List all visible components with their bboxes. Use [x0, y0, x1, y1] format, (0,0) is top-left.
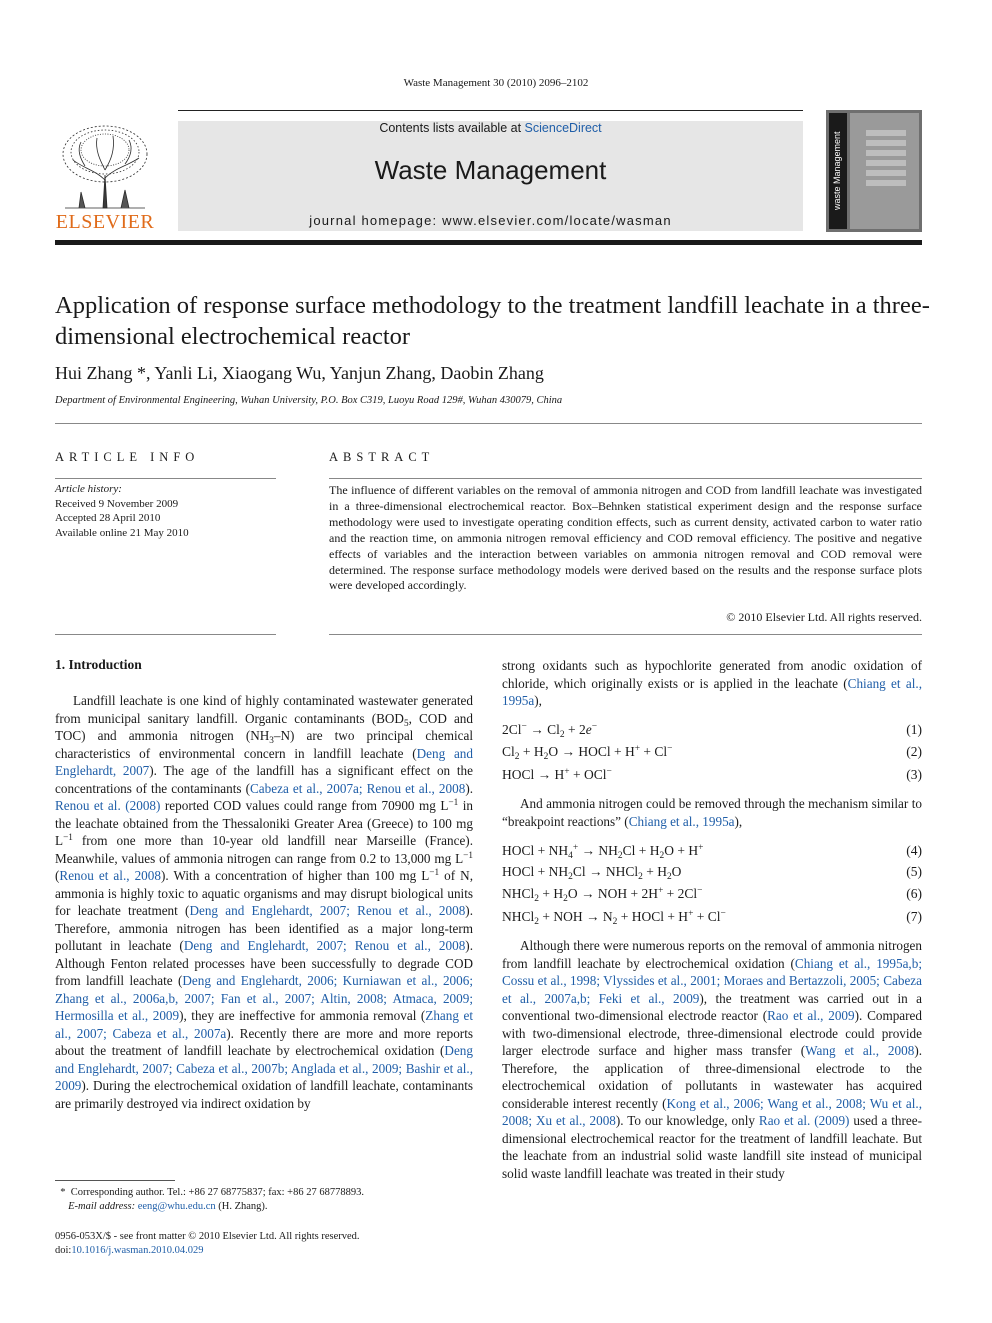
issn-doi: 0956-053X/$ - see front matter © 2010 Elsevier Ltd. All rights reserved. doi:10.1016/j.wasman.2010.04.029 — [55, 1231, 360, 1256]
equation-6: NHCl$_2$ + $H_2O$ → NOH + 2H+ + 2Cl− — [502, 886, 703, 904]
abstract-rule — [329, 478, 922, 479]
section-heading-introduction: 1. Introduction — [55, 657, 142, 672]
equation-number: (5) — [906, 864, 922, 879]
sciencedirect-link[interactable]: ScienceDirect — [524, 121, 602, 135]
citation-link[interactable]: Chiang et al., 1995a — [502, 675, 922, 708]
citation-link[interactable]: Rao et al. (2009) — [758, 1113, 850, 1128]
affiliation: Department of Environmental Engineering, Wuhan University, P.O. Box C319, Luoyu Road 129#, Wuhan 430079, China — [55, 395, 563, 406]
article-info-heading: ARTICLE INFO — [55, 450, 200, 464]
citation-link[interactable]: Kong et al., 2006; Wang et al., 2008; Wu et al., 2008; Xu et al., 2008 — [502, 1095, 922, 1128]
header-rule — [178, 110, 803, 111]
email-link[interactable]: eeng@whu.edu.cn — [137, 1201, 216, 1212]
equation-4: HOCl + $NH_4^+ \to NH_2Cl + H_2O + H^+$ — [502, 843, 704, 861]
intro-paragraph-3: Although there were numerous reports on the removal of ammonia nitrogen from landfill leachate by electrochemical oxidation (Chiang et al., 1995a,b; Cossu et al., 1998; Vlyssides et al., 2001; Moraes and Bertazzoli, 2005; Cabeza et al., 2007a,b; Feki et al., 2009), the treatment was carried out in a conventional two-dimensional electrode reactor (Rao et al., 2009). Compared with two-dimensional electrode, three-dimensional electrode could provide larger electrode surface and higher mass transfer (Wang et al., 2008). Therefore, the application of three-dimensional electrode to the electrochemical oxidation of pollutants in wastewater has acquired considerable interest recently (Kong et al., 2006; Wang et al., 2008; Wu et al., 2008; Xu et al., 2008). To our knowledge, only Rao et al. (2009) used a three-dimensional electrochemical reactor for the treatment of landfill leachate. But the leachate from an industrial solid waste landfill site instead of municipal solid waste landfill leachate was treated in their study — [502, 938, 923, 1181]
equation-number: (1) — [906, 722, 922, 737]
equation-7: NHCl$_2$ + NOH → $N_2$ + HOCl + H+ + Cl− — [502, 909, 726, 927]
citation-link[interactable]: Deng and Englehardt, 2007; Renou et al., 2008 — [189, 903, 466, 918]
accepted-date: Accepted 28 April 2010 — [55, 512, 161, 524]
intro-paragraph-1: Landfill leachate is one kind of highly contaminated wastewater generated from municipal sanitary landfill. Organic contaminants ($BOD_5$, COD and TOC) and ammonia nitrogen $(NH_3-N)$ are two principal chemical characteristics of environmental concern in landfill leachate (Deng and Englehardt, 2007). The age of the landfill has a significant effect on the concentrations of the contaminants (Cabeza et al., 2007a; Renou et al., 2008). Renou et al. (2008) reported COD values could range from 70900 mg $L^{-1}$ in the leachate obtained from the Thessaloniki Greater Area (Greece) to 100 mg $L^{-1}$ from one more than 10-year old landfill near Marseille (France). Meanwhile, values of ammonia nitrogen can range from 0.2 to 13,000 mg $L^{-1}$ (Renou et al., 2008). With a concentration of higher than 100 mg $L^{-1}$ of N, ammonia is highly toxic to aquatic organisms and may disrupt biological units for leachate treatment (Deng and Englehardt, 2007; Renou et al., 2008). Therefore, ammonia nitrogen has been identified as a major long-term pollutant in leachate (Deng and Englehardt, 2007; Renou et al., 2008). Although Fenton related processes have been successfully to degrade COD from landfill leachate (Deng and Englehardt, 2006; Kurniawan et al., 2006; Zhang et al., 2006a,b, 2007; Fan et al., 2007; Altin, 2008; Atmaca, 2009; Hermosilla et al., 2009), they are ineffective for ammonia removal (Zhang et al., 2007; Cabeza et al., 2007a). Recently there are more and more reports about the treatment of landfill leachate by electrochemical oxidation (Deng and Englehardt, 2007; Cabeza et al., 2007b; Anglada et al., 2009; Bashir et al., 2009). During the electrochemical oxidation of landfill leachate, contaminants are primarily destroyed via indirect oxidation by — [55, 693, 474, 1111]
journal-title[interactable]: Waste Management — [374, 155, 607, 185]
online-date: Available online 21 May 2010 — [55, 526, 189, 539]
citation-link[interactable]: Deng and Englehardt, 2006; Kurniawan et al., 2006; Zhang et al., 2006a,b, 2007; Fan et al., 2007; Altin, 2008; Atmaca, 2009; Hermosilla et al., 2009 — [55, 973, 473, 1023]
affiliation-rule — [55, 423, 922, 424]
equation-number: (4) — [906, 843, 922, 858]
citation-link[interactable]: Deng and Englehardt, 2007 — [55, 745, 473, 778]
citation-link[interactable]: Chiang et al., 1995a — [628, 813, 735, 829]
abstract-bottom-rule — [329, 634, 922, 635]
equation-number: (6) — [906, 886, 922, 901]
equation-5: HOCl + $NH_2Cl$ → NHCl$_2$ + $H_2O$ — [502, 864, 682, 882]
citation-link[interactable]: Deng and Englehardt, 2007; Cabeza et al., 2007b; Anglada et al., 2009; Bashir et al., 2009 — [55, 1043, 473, 1093]
elsevier-wordmark: ELSEVIER — [55, 211, 155, 233]
author-list: Hui Zhang *, Yanli Li, Xiaogang Wu, Yanjun Zhang, Daobin Zhang — [55, 363, 544, 383]
corresponding-author-footnote: * Corresponding author. Tel.: +86 27 68775837; fax: +86 27 68778893. E-mail address: eeng@whu.edu.cn (H. Zhang). — [55, 1187, 364, 1212]
contents-line: Contents lists available at ScienceDirect — [379, 121, 602, 135]
equation-3: HOCl → H+ + OCl− — [502, 767, 612, 782]
article-info-rule — [55, 478, 276, 479]
abstract-body: The influence of different variables on the removal of ammonia nitrogen and COD from landfill leachate was investigated in a three-dimensional electrochemical reactor. Box–Behnken statistical experiment design and the response surface methodology were used to investigate operating condition effects, such as current density, activated carbon to water ratio and the reaction time, on ammonia nitrogen removal efficiency and COD removal efficiency. The positive and negative effects of variables and the interaction between variables on ammonia nitrogen removal and COD removal were determined. The response surface methodology models were derived based on the results and the response surface plots were developed accordingly. — [329, 483, 922, 593]
journal-reference: Waste Management 30 (2010) 2096–2102 — [403, 77, 589, 89]
citation-link[interactable]: Deng and Englehardt, 2007; Renou et al., 2008 — [183, 938, 466, 953]
abstract-copyright: © 2010 Elsevier Ltd. All rights reserved. — [726, 610, 922, 624]
citation-link[interactable]: Renou et al., 2008 — [59, 868, 161, 883]
issn-line: 0956-053X/$ - see front matter © 2010 Elsevier Ltd. All rights reserved. — [55, 1231, 360, 1242]
equation-number: (3) — [906, 767, 922, 782]
header-thick-rule — [55, 240, 922, 245]
citation-link[interactable]: Cabeza et al., 2007a; Renou et al., 2008 — [250, 780, 466, 796]
doi-link[interactable]: 10.1016/j.wasman.2010.04.029 — [71, 1245, 204, 1256]
citation-link[interactable]: Zhang et al., 2007; Cabeza et al., 2007a — [55, 1008, 473, 1041]
article-title: Application of response surface methodology to the treatment landfill leachate in a three-dimensional electrochemical reactor — [55, 292, 930, 350]
citation-link[interactable]: Chiang et al., 1995a,b; Cossu et al., 1998; Vlyssides et al., 2001; Moraes and Bertazzoli, 2005; Cabeza et al., 2007a,b; Feki et al., 2009 — [502, 955, 922, 1006]
equation-number: (2) — [906, 744, 922, 759]
equation-number: (7) — [906, 909, 922, 924]
article-history: Article history: Received 9 November 2009 Accepted 28 April 2010 Available online 21 May 2010 — [55, 483, 189, 539]
intro-paragraph-1-continued: strong oxidants such as hypochlorite generated from anodic oxidation of chloride, which originally exists or is applied in the leachate (Chiang et al., 1995a), — [502, 658, 922, 708]
citation-link[interactable]: Rao et al., 2009 — [767, 1008, 855, 1023]
article-info-bottom-rule — [55, 634, 276, 635]
abstract-heading: ABSTRACT — [329, 450, 435, 464]
citation-link[interactable]: Renou et al. (2008) — [55, 798, 161, 813]
journal-cover-thumbnail[interactable] — [826, 110, 922, 232]
citation-link[interactable]: Wang et al., 2008 — [805, 1043, 915, 1058]
equation-1: $2Cl^- \to Cl_2 + 2e^-$ — [502, 722, 598, 740]
journal-homepage[interactable]: journal homepage: www.elsevier.com/locate/wasman — [309, 213, 672, 228]
intro-paragraph-2: And ammonia nitrogen could be removed through the mechanism similar to “breakpoint reactions” (Chiang et al., 1995a), — [502, 796, 922, 829]
cover-title: waste Management — [832, 131, 842, 210]
equation-2: $Cl_2 + H_2O$ → HOCl + H+ + Cl− — [502, 744, 673, 762]
footnote-rule — [55, 1180, 175, 1181]
received-date: Received 9 November 2009 — [55, 497, 179, 510]
